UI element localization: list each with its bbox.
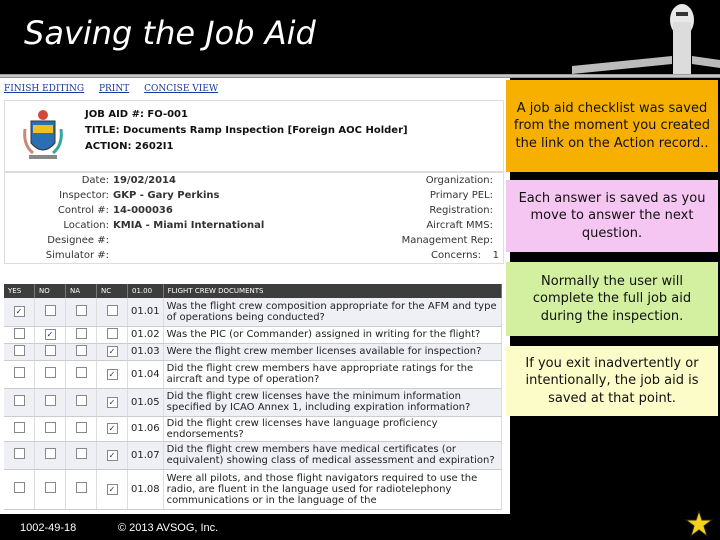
table-row bbox=[4, 343, 502, 360]
checkbox-yes[interactable]: ✓ bbox=[14, 306, 25, 317]
checkbox-nc[interactable]: ✓ bbox=[107, 450, 118, 461]
col-no: NO bbox=[35, 284, 66, 298]
cell-no bbox=[35, 388, 66, 416]
question-number: 01.05 bbox=[128, 388, 164, 416]
question-number: 01.08 bbox=[128, 469, 164, 509]
table-row bbox=[4, 469, 502, 509]
job-aid-number: JOB AID #: FO-001 bbox=[85, 109, 188, 120]
callout-note-answer-saved: Each answer is saved as you move to answer the next question. bbox=[506, 180, 718, 252]
control-value: 14-000036 bbox=[113, 205, 173, 216]
management-rep-label: Management Rep: bbox=[401, 235, 493, 246]
checkbox-nc[interactable]: ✓ bbox=[107, 346, 118, 357]
checkbox-no[interactable] bbox=[45, 448, 56, 459]
question-text: Was the flight crew composition appropriate for the AFM and type of operations being conducted? bbox=[163, 298, 501, 326]
control-label: Control #: bbox=[57, 205, 109, 216]
cell-nc bbox=[97, 441, 128, 469]
callout-note-complete-during-inspection: Normally the user will complete the full job aid during the inspection. bbox=[506, 262, 718, 336]
table-row bbox=[4, 360, 502, 388]
col-section-number: 01.00 bbox=[128, 284, 164, 298]
checkbox-na[interactable] bbox=[76, 305, 87, 316]
cell-nc bbox=[97, 360, 128, 388]
checkbox-yes[interactable] bbox=[14, 482, 25, 493]
cell-yes bbox=[4, 360, 35, 388]
table-row bbox=[4, 441, 502, 469]
checkbox-na[interactable] bbox=[76, 367, 87, 378]
question-text: Did the flight crew members have appropriate ratings for the aircraft and type of operation? bbox=[163, 360, 501, 388]
inspector-value: GKP - Gary Perkins bbox=[113, 190, 220, 201]
cell-no bbox=[35, 469, 66, 509]
cell-na bbox=[66, 360, 97, 388]
checkbox-nc[interactable]: ✓ bbox=[107, 484, 118, 495]
checkbox-na[interactable] bbox=[76, 328, 87, 339]
checkbox-na[interactable] bbox=[76, 395, 87, 406]
star-burst-icon bbox=[684, 510, 714, 540]
checkbox-yes[interactable] bbox=[14, 422, 25, 433]
cell-yes bbox=[4, 343, 35, 360]
checkbox-na[interactable] bbox=[76, 482, 87, 493]
checkbox-no[interactable] bbox=[45, 395, 56, 406]
table-row bbox=[4, 326, 502, 343]
location-label: Location: bbox=[63, 220, 109, 231]
checkbox-na[interactable] bbox=[76, 448, 87, 459]
date-value: 19/02/2014 bbox=[113, 175, 176, 186]
checkbox-nc[interactable] bbox=[107, 305, 118, 316]
cell-nc bbox=[97, 388, 128, 416]
cell-yes bbox=[4, 469, 35, 509]
footer-document-id: 1002-49-18 bbox=[20, 522, 77, 534]
checkbox-no[interactable] bbox=[45, 305, 56, 316]
checklist-table bbox=[4, 284, 502, 510]
question-number: 01.02 bbox=[128, 326, 164, 343]
cell-no bbox=[35, 326, 66, 343]
callout-note-exit-saved: If you exit inadvertently or intentionally, the job aid is saved at that point. bbox=[506, 346, 718, 416]
checkbox-na[interactable] bbox=[76, 345, 87, 356]
cell-na bbox=[66, 441, 97, 469]
concise-view-link[interactable]: CONCISE VIEW bbox=[144, 84, 219, 94]
cell-yes bbox=[4, 326, 35, 343]
table-row bbox=[4, 416, 502, 441]
question-text: Was the PIC (or Commander) assigned in writing for the flight? bbox=[163, 326, 501, 343]
concerns-value: 1 bbox=[492, 250, 499, 261]
cell-na bbox=[66, 388, 97, 416]
checkbox-no[interactable] bbox=[45, 345, 56, 356]
print-link[interactable]: PRINT bbox=[98, 84, 130, 94]
cell-na bbox=[66, 326, 97, 343]
cell-nc bbox=[97, 326, 128, 343]
checkbox-no[interactable]: ✓ bbox=[45, 329, 56, 340]
slide-title: Saving the Job Aid bbox=[24, 14, 316, 52]
designee-label: Designee #: bbox=[47, 235, 109, 246]
checkbox-nc[interactable] bbox=[107, 328, 118, 339]
cell-na bbox=[66, 416, 97, 441]
checkbox-no[interactable] bbox=[45, 367, 56, 378]
cell-no bbox=[35, 298, 66, 326]
checkbox-yes[interactable] bbox=[14, 328, 25, 339]
question-text: Did the flight crew licenses have the minimum information specified by ICAO Annex 1, including expiration information? bbox=[163, 388, 501, 416]
cell-no bbox=[35, 441, 66, 469]
col-section-title: FLIGHT CREW DOCUMENTS bbox=[163, 284, 501, 298]
col-nc: NC bbox=[97, 284, 128, 298]
coat-of-arms-icon bbox=[23, 109, 63, 161]
cell-no bbox=[35, 343, 66, 360]
cell-no bbox=[35, 360, 66, 388]
concerns-label: Concerns: bbox=[431, 250, 481, 261]
question-text: Were the flight crew member licenses available for inspection? bbox=[163, 343, 501, 360]
checkbox-nc[interactable]: ✓ bbox=[107, 397, 118, 408]
question-number: 01.06 bbox=[128, 416, 164, 441]
checkbox-na[interactable] bbox=[76, 422, 87, 433]
job-aid-action: ACTION: 2602I1 bbox=[85, 141, 174, 152]
checkbox-nc[interactable]: ✓ bbox=[107, 423, 118, 434]
question-number: 01.07 bbox=[128, 441, 164, 469]
simulator-label: Simulator #: bbox=[45, 250, 109, 261]
cell-yes bbox=[4, 441, 35, 469]
toolbar bbox=[4, 84, 230, 94]
question-text: Did the flight crew members have medical certificates (or equivalent) showing class of medical assessment and expiration? bbox=[163, 441, 501, 469]
cell-nc bbox=[97, 343, 128, 360]
inspector-label: Inspector: bbox=[59, 190, 109, 201]
cell-yes bbox=[4, 298, 35, 326]
location-value: KMIA - Miami International bbox=[113, 220, 265, 231]
question-number: 01.04 bbox=[128, 360, 164, 388]
cell-na bbox=[66, 469, 97, 509]
aircraft-mms-label: Aircraft MMS: bbox=[426, 220, 493, 231]
checkbox-nc[interactable]: ✓ bbox=[107, 369, 118, 380]
inspection-details bbox=[4, 172, 504, 264]
checkbox-yes[interactable] bbox=[14, 345, 25, 356]
job-aid-app-window bbox=[0, 78, 510, 514]
footer-copyright: © 2013 AVSOG, Inc. bbox=[118, 522, 219, 534]
checkbox-yes[interactable] bbox=[14, 367, 25, 378]
question-number: 01.03 bbox=[128, 343, 164, 360]
question-text: Did the flight crew licenses have language proficiency endorsements? bbox=[163, 416, 501, 441]
finish-editing-link[interactable]: FINISH EDITING bbox=[4, 84, 85, 94]
col-na: NA bbox=[66, 284, 97, 298]
cell-nc bbox=[97, 298, 128, 326]
organization-label: Organization: bbox=[425, 175, 493, 186]
checkbox-yes[interactable] bbox=[14, 448, 25, 459]
cell-na bbox=[66, 343, 97, 360]
job-aid-header bbox=[4, 100, 504, 172]
cell-nc bbox=[97, 416, 128, 441]
date-label: Date: bbox=[81, 175, 109, 186]
cell-nc bbox=[97, 469, 128, 509]
job-aid-title: TITLE: Documents Ramp Inspection [Foreign AOC Holder] bbox=[85, 125, 408, 136]
question-text: Were all pilots, and those flight navigators required to use the radio, are fluent in the language used for radiotelephony communications or in the language of the bbox=[163, 469, 501, 509]
table-row bbox=[4, 298, 502, 326]
callout-note-saved-on-link: A job aid checklist was saved from the moment you created the link on the Action record.. bbox=[506, 80, 718, 172]
cell-yes bbox=[4, 416, 35, 441]
question-number: 01.01 bbox=[128, 298, 164, 326]
airplane-logo-icon bbox=[572, 0, 720, 76]
table-header-row bbox=[4, 284, 502, 298]
cell-na bbox=[66, 298, 97, 326]
cell-yes bbox=[4, 388, 35, 416]
table-row bbox=[4, 388, 502, 416]
registration-label: Registration: bbox=[429, 205, 493, 216]
col-yes: YES bbox=[4, 284, 35, 298]
checkbox-no[interactable] bbox=[45, 422, 56, 433]
checkbox-yes[interactable] bbox=[14, 395, 25, 406]
checkbox-no[interactable] bbox=[45, 482, 56, 493]
primary-pel-label: Primary PEL: bbox=[429, 190, 493, 201]
cell-no bbox=[35, 416, 66, 441]
